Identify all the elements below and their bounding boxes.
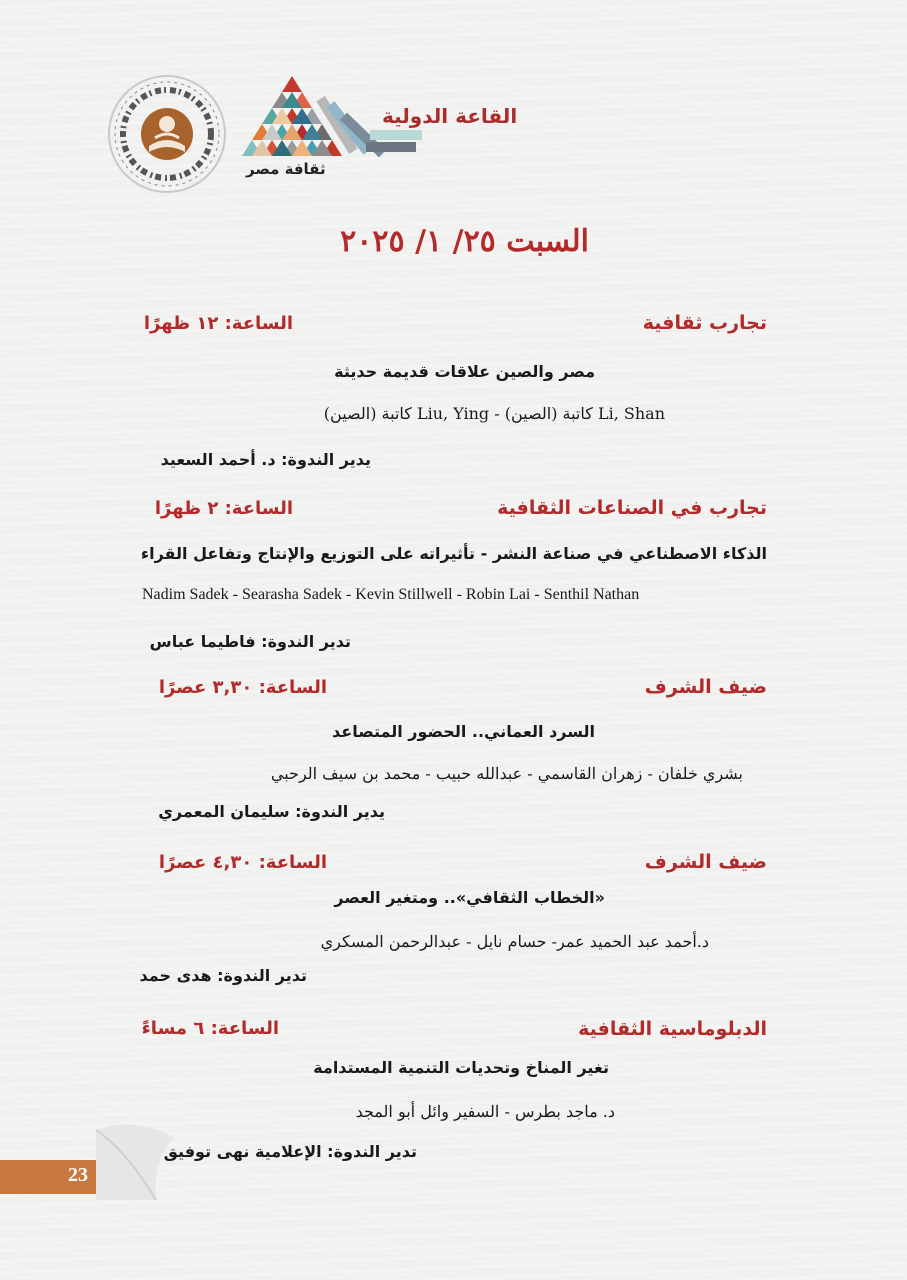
session-4-title: ضيف الشرف [644,851,767,873]
session-4-topic: «الخطاب الثقافي».. ومتغير العصر [334,888,605,907]
session-3-topic: السرد العماني.. الحضور المتصاعد [332,722,595,741]
session-3-moderator: يدير الندوة: سليمان المعمري [158,802,385,821]
session-3-title: ضيف الشرف [644,676,767,698]
page-number: 23 [68,1164,88,1186]
header-logo-title: القاعة الدولية [382,104,518,128]
emblem-seal-icon [105,72,229,196]
session-2-title: تجارب في الصناعات الثقافية [497,497,767,519]
session-2-speakers: Nadim Sadek - Searasha Sadek - Kevin Stillwell - Robin Lai - Senthil Nathan [142,586,640,603]
session-3-time: الساعة: ٣,٣٠ عصرًا [158,677,327,698]
session-1-speakers: Li, Shan كاتبة (الصين) - Liu, Ying كاتبة (الصين) [323,404,665,423]
session-2-moderator: تدير الندوة: فاطيما عباس [149,632,351,651]
session-1-topic: مصر والصين علاقات قديمة حديثة [334,362,595,381]
session-5-moderator: تدير الندوة: الإعلامية نهى توفيق [163,1142,417,1161]
session-5-topic: تغير المناخ وتحديات التنمية المستدامة [313,1058,609,1077]
session-4-speakers: د.أحمد عبد الحميد عمر- حسام نايل - عبدالرحمن المسكري [320,932,709,951]
session-1-title: تجارب ثقافية [642,312,767,334]
session-5-speakers: د. ماجد بطرس - السفير وائل أبو المجد [355,1102,615,1121]
page-date-title: السبت ٢٥/ ١/ ٢٠٢٥ [340,224,589,259]
session-1-time: الساعة: ١٢ ظهرًا [143,313,293,334]
session-2-time: الساعة: ٢ ظهرًا [154,498,293,519]
session-2-topic: الذكاء الاصطناعي في صناعة النشر - تأثيراته على التوزيع والإنتاج وتفاعل القراء [140,544,767,563]
header-brand-text: ثقافة مصر [246,160,326,178]
page-curl-decoration [96,1120,186,1200]
session-4-time: الساعة: ٤,٣٠ عصرًا [158,852,327,873]
session-3-speakers: بشري خلفان - زهران القاسمي - عبدالله حبيب - محمد بن سيف الرحبي [270,764,743,783]
session-1-moderator: يدير الندوة: د. أحمد السعيد [160,450,371,469]
session-4-moderator: تدير الندوة: هدى حمد [139,966,307,985]
session-5-title: الدبلوماسية الثقافية [578,1018,767,1040]
session-5-time: الساعة: ٦ مساءً [141,1018,279,1039]
